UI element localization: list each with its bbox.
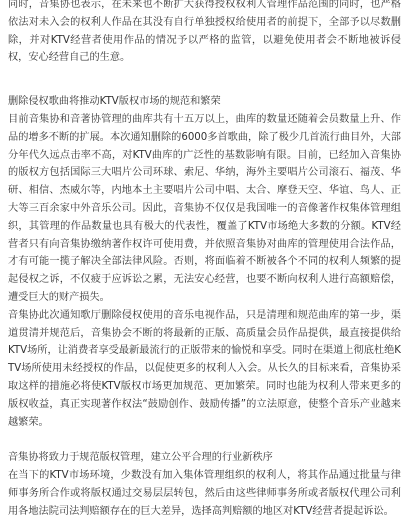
- section-heading-delete-infringing: 删除侵权歌曲将推动KTV版权市场的规范和繁荣: [8, 96, 221, 108]
- article-paragraph-intro: 同时，音集协也表示，在未来也不断扩大获得授权权利人管理作品范围的同时，也严格依法对未入会的权利人作品在其没有自行单独授权给使用者的前提下，全部予以尽数删除，并对KTV经营者使用作品的情况予以严格的监管，以避免使用者会不断地被诉侵权，安心经营自己的生意。: [8, 0, 401, 64]
- paragraph-spacer: [8, 431, 401, 449]
- article-paragraph-market: 在当下的KTV市场环境，少数没有加入集体管理组织的权利人，将其作品通过批量与律师事务所合作或将版权通过交易层层转包，然后由这些律师事务所或者版权代理公司利用各地法院司法判赔额存在的巨大差异，选择高判赔额的地区对KTV经营者提起诉讼。: [8, 470, 401, 517]
- paragraph-spacer: [8, 67, 401, 93]
- article-paragraph-cleanup: 音集协此次通知歌厅删除侵权使用的音乐电视作品，只是清理和规范曲库的第一步，渠道贯清并规范后，音集协会不断的将最新的正版、高质量会员作品提供，最直接提供给KTV场所，让消费者享受最新最流行的正版带来的愉悦和享受。同时在渠道上彻底杜绝KTV场所使用未经授权的作品，以促使更多的权利人入会。从长久的目标来看，音集协采取这样的措施必将使KTV版权市场更加规范、更加繁荣。同时也能为权利人带来更多的版权收益，真正实现著作权法“鼓励创作、鼓励传播”的立法原意，使整个音乐产业越来越繁荣。: [8, 309, 401, 428]
- section-heading-new-order: 音集协将致力于规范版权管理，建立公平合理的行业新秩序: [8, 452, 273, 464]
- article-paragraph-library: 目前音集协和音著协管理的曲库共有十五万以上，曲库的数量还随着会员数量上升、作品的增多不断的扩展。本次通知删除的6000多首歌曲，除了极少几首流行曲目外，大部分年代久远点击率不高，对KTV曲库的广泛性的基数影响有限。目前，已经加入音集协的版权方包括国际三大唱片公司环球、索尼、华纳，海外主要唱片公司滚石、福茂、华研、相信、杰威尔等，内地本土主要唱片公司中唱、太合、摩登天空、华谊、鸟人、正大等三百余家中外音乐公司。因此，音集协不仅仅是我国唯一的音像著作权集体管理组织，其管理的作品数量也具有极大的代表性，覆盖了KTV市场绝大多数的分额。KTV经营者只有向音集协缴纳著作权许可使用费，并依照音集协对曲库的管理使用合法作品，才有可能一揽子解决全部法律风险。否则，将面临着不断被各个不同的权利人频繁的提起侵权之诉，不仅疲于应诉讼之累，无法安心经营，也要不断向权利人进行高额赔偿，遭受巨大的财产损失。: [8, 113, 401, 303]
